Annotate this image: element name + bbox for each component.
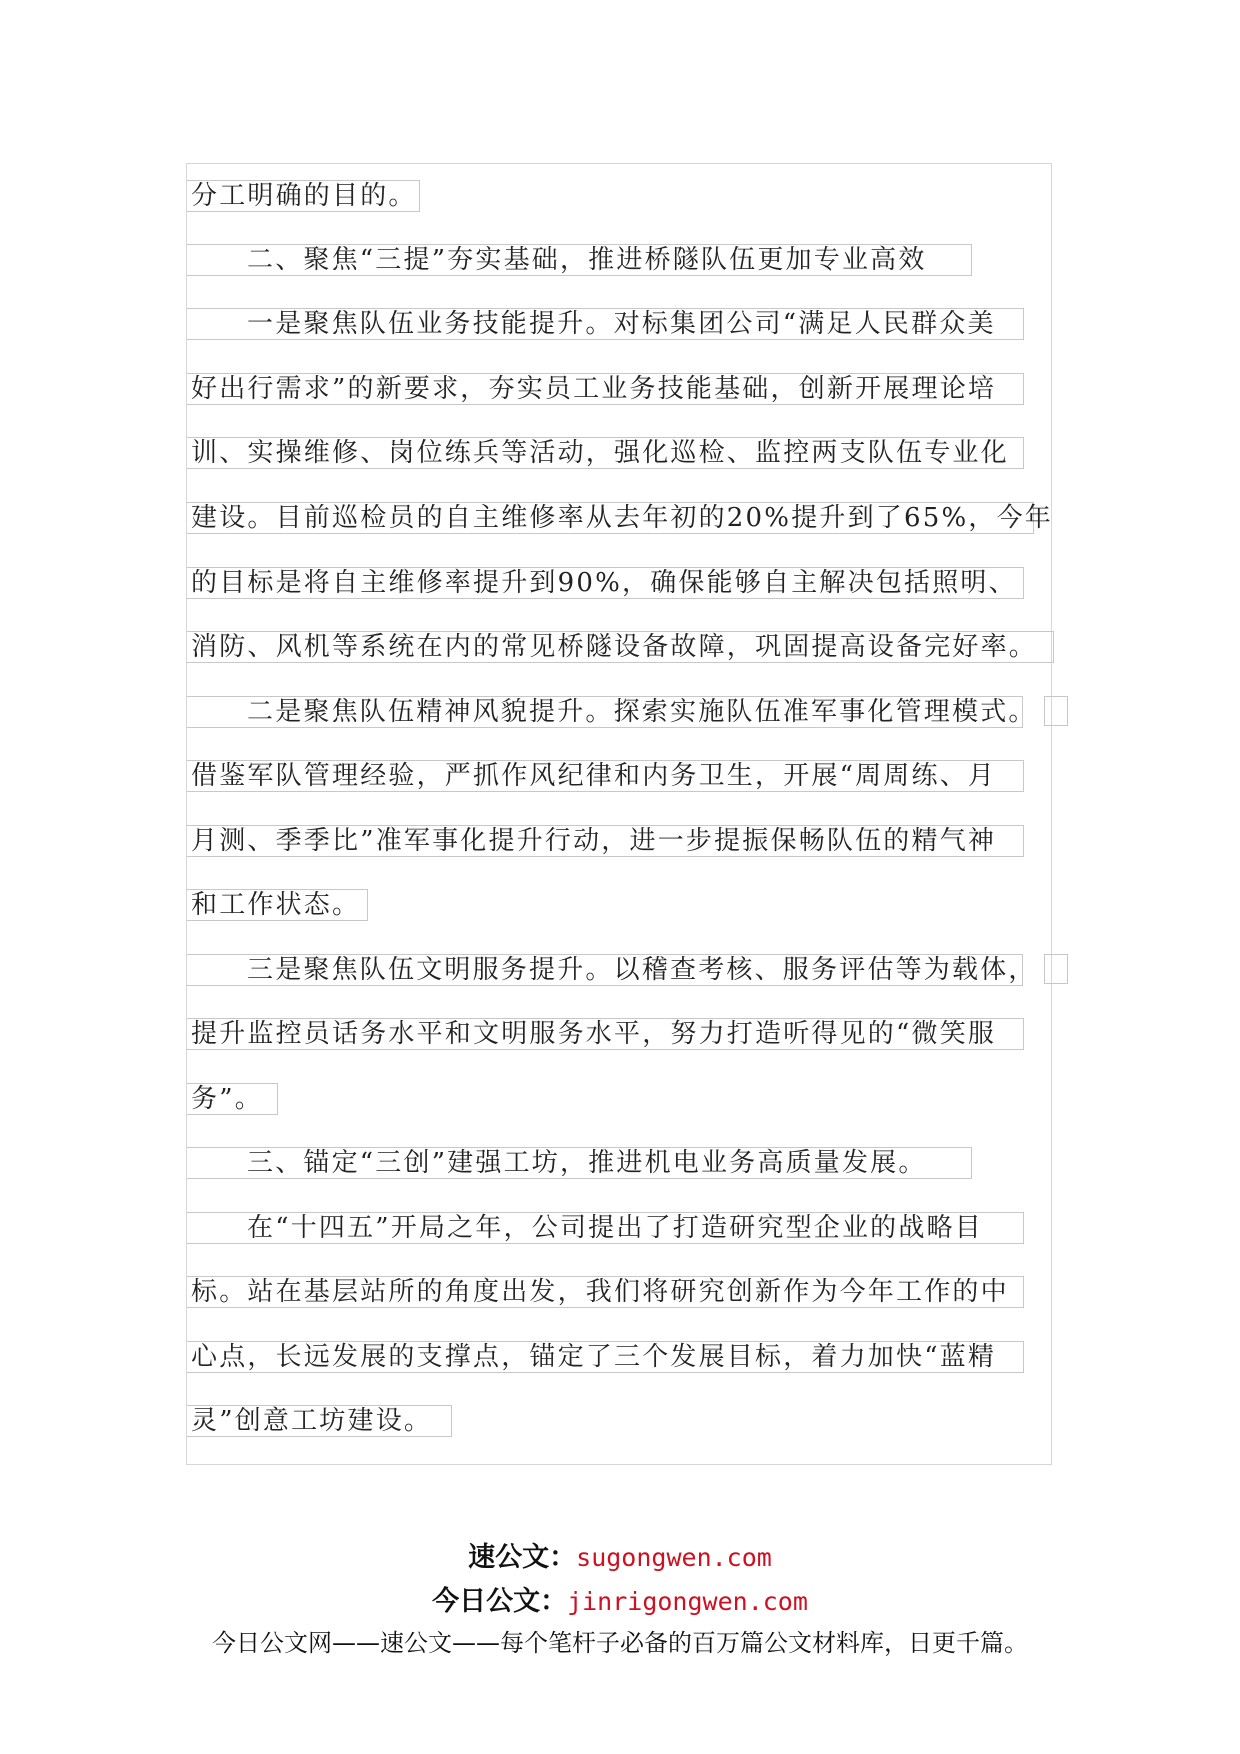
footer-line-sugongwen (0, 1535, 1240, 1574)
text-line: 和工作状态。 (187, 889, 368, 921)
page-frame (186, 163, 1052, 1465)
footer-label: 今日公文： (432, 1586, 568, 1617)
text-line: 在“十四五”开局之年，公司提出了打造研究型企业的战略目 (187, 1212, 1024, 1244)
footer-link-sugongwen[interactable]: sugongwen.com (576, 1543, 772, 1572)
section-heading: 三、锚定“三创”建强工坊，推进机电业务高质量发展。 (187, 1147, 972, 1179)
text-line: 好出行需求”的新要求，夯实员工业务技能基础，创新开展理论培 (187, 373, 1024, 405)
text-line: 灵”创意工坊建设。 (187, 1405, 452, 1437)
footer-label: 速公文： (468, 1542, 577, 1573)
text-line: 月测、季季比”准军事化提升行动，进一步提振保畅队伍的精气神 (187, 825, 1024, 857)
text-line: 提升监控员话务水平和文明服务水平，努力打造听得见的“微笑服 (187, 1018, 1024, 1050)
text-line: 心点，长远发展的支撑点，锚定了三个发展目标，着力加快“蓝精 (187, 1341, 1024, 1373)
text-line: 训、实操维修、岗位练兵等活动，强化巡检、监控两支队伍专业化 (187, 437, 1024, 469)
text-line: 的目标是将自主维修率提升到90%，确保能够自主解决包括照明、 (187, 567, 1024, 599)
text-line: 二是聚焦队伍精神风貌提升。探索实施队伍准军事化管理模式。 (187, 696, 1023, 728)
text-line: 分工明确的目的。 (187, 180, 420, 212)
text-line: 务”。 (187, 1083, 278, 1115)
text-line: 消防、风机等系统在内的常见桥隧设备故障，巩固提高设备完好率。 (187, 631, 1054, 663)
overflow-marker (1044, 954, 1068, 984)
text-line: 三是聚焦队伍文明服务提升。以稽查考核、服务评估等为载体， (187, 954, 1023, 986)
text-line: 建设。目前巡检员的自主维修率从去年初的20%提升到了65%，今年 (187, 502, 1034, 534)
section-heading: 二、聚焦“三提”夯实基础，推进桥隧队伍更加专业高效 (187, 244, 972, 276)
overflow-marker (1044, 696, 1068, 726)
footer-link-jinrigongwen[interactable]: jinrigongwen.com (567, 1587, 808, 1616)
footer-line-jinrigongwen (0, 1579, 1240, 1618)
text-line: 标。站在基层站所的角度出发，我们将研究创新作为今年工作的中 (187, 1276, 1024, 1308)
text-line: 一是聚焦队伍业务技能提升。对标集团公司“满足人民群众美 (187, 308, 1024, 340)
text-line: 借鉴军队管理经验，严抓作风纪律和内务卫生，开展“周周练、月 (187, 760, 1024, 792)
footer-slogan: 今日公文网——速公文——每个笔杆子必备的百万篇公文材料库，日更千篇。 (212, 1629, 1028, 1657)
